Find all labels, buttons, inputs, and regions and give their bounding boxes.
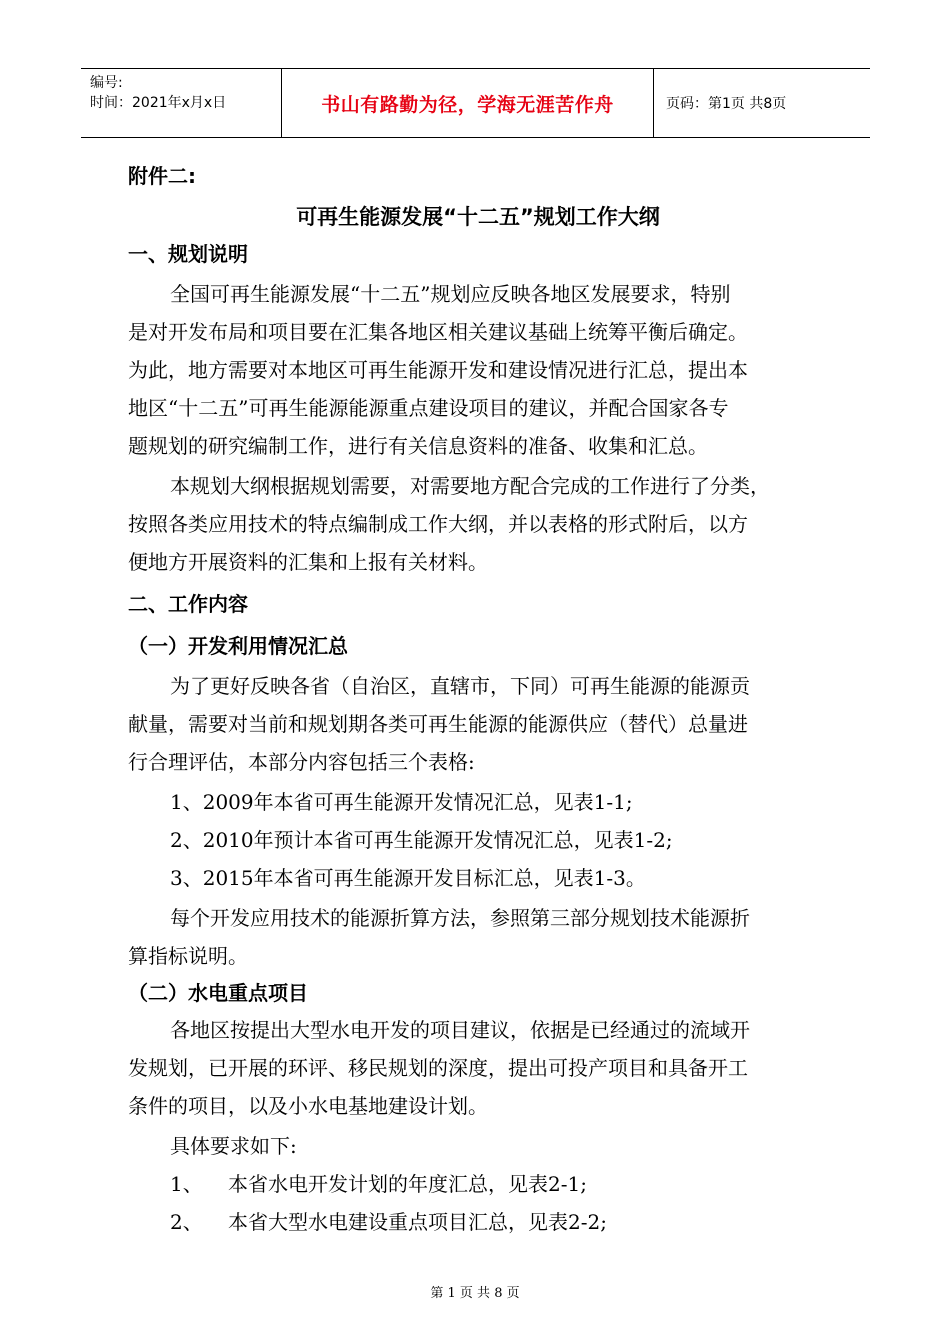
header-meta-cell — [81, 69, 282, 137]
paragraph-line: 本规划大纲根据规划需要，对需要地方配合完成的工作进行了分类， — [170, 474, 770, 498]
list-item: 1、2009年本省可再生能源开发情况汇总，见表1-1; — [170, 790, 633, 814]
paragraph-line: 条件的项目，以及小水电基地建设计划。 — [128, 1094, 488, 1118]
list-item-number: 2、 — [170, 1210, 203, 1234]
code-label: 编号: — [90, 75, 123, 91]
paragraph-line: 全国可再生能源发展“十二五”规划应反映各地区发展要求，特别 — [170, 282, 731, 306]
paragraph-line: 为此，地方需要对本地区可再生能源开发和建设情况进行汇总，提出本 — [128, 358, 748, 382]
header-page-info: 页码：第1页 共8页 — [666, 96, 787, 112]
subsection-heading-1: （一）开发利用情况汇总 — [128, 634, 348, 658]
page-footer: 第 1 页 共 8 页 — [430, 1286, 520, 1301]
paragraph-line: 具体要求如下: — [170, 1134, 297, 1158]
list-item-text: 本省大型水电建设重点项目汇总，见表2-2; — [228, 1210, 607, 1234]
paragraph-line: 为了更好反映各省（自治区，直辖市，下同）可再生能源的能源贡 — [170, 674, 750, 698]
paragraph-line: 地区“十二五”可再生能源能源重点建设项目的建议，并配合国家各专 — [128, 396, 729, 420]
paragraph-line: 题规划的研究编制工作，进行有关信息资料的准备、收集和汇总。 — [128, 434, 708, 458]
paragraph-line: 每个开发应用技术的能源折算方法，参照第三部分规划技术能源折 — [170, 906, 750, 930]
list-item-text: 本省水电开发计划的年度汇总，见表2-1; — [228, 1172, 587, 1196]
subsection-heading-2: （二）水电重点项目 — [128, 981, 308, 1005]
paragraph-line: 按照各类应用技术的特点编制成工作大纲，并以表格的形式附后，以方 — [128, 512, 748, 536]
section-heading-1: 一、规划说明 — [128, 242, 248, 266]
paragraph-line: 是对开发布局和项目要在汇集各地区相关建议基础上统筹平衡后确定。 — [128, 320, 748, 344]
paragraph-line: 发规划，已开展的环评、移民规划的深度，提出可投产项目和具备开工 — [128, 1056, 748, 1080]
paragraph-line: 行合理评估，本部分内容包括三个表格: — [128, 750, 475, 774]
paragraph-line: 算指标说明。 — [128, 944, 248, 968]
paragraph-line: 献量，需要对当前和规划期各类可再生能源的能源供应（替代）总量进 — [128, 712, 748, 736]
header-table — [81, 68, 870, 138]
date-label: 时间：2021年x月x日 — [90, 95, 227, 111]
paragraph-line: 各地区按提出大型水电开发的项目建议，依据是已经通过的流域开 — [170, 1018, 750, 1042]
section-heading-2: 二、工作内容 — [128, 592, 248, 616]
list-item-number: 1、 — [170, 1172, 203, 1196]
list-item: 3、2015年本省可再生能源开发目标汇总，见表1-3。 — [170, 866, 646, 890]
attachment-label: 附件二: — [128, 164, 196, 188]
paragraph-line: 便地方开展资料的汇集和上报有关材料。 — [128, 550, 488, 574]
header-motto: 书山有路勤为径，学海无涯苦作舟 — [282, 69, 654, 137]
list-item: 2、2010年预计本省可再生能源开发情况汇总，见表1-2; — [170, 828, 673, 852]
document-title: 可再生能源发展“十二五”规划工作大纲 — [296, 205, 660, 229]
